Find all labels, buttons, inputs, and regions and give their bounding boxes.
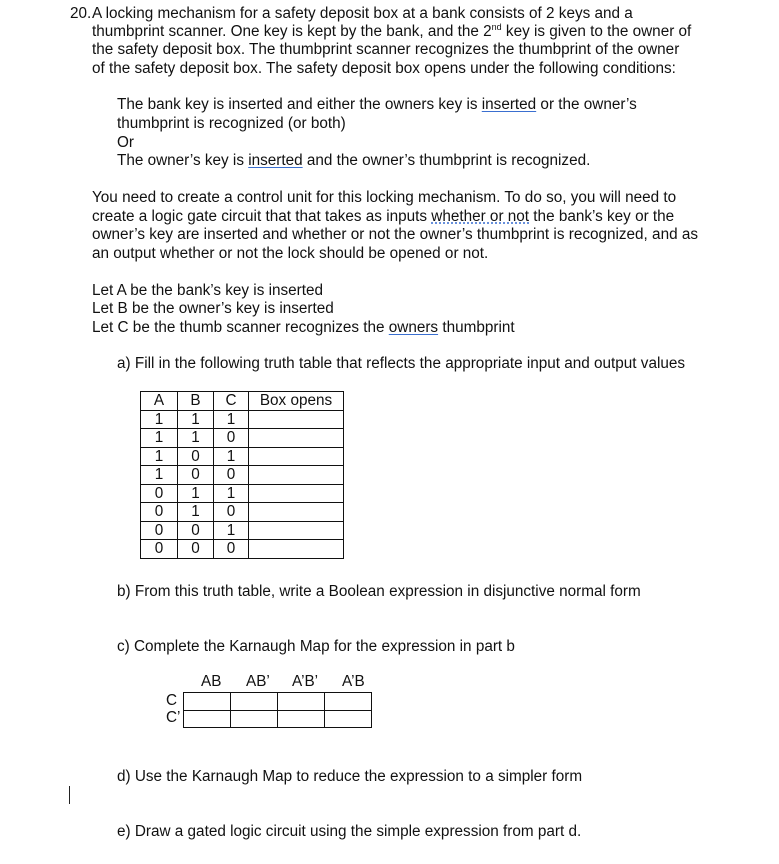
header-c: C (214, 392, 249, 411)
input-cell: 1 (178, 503, 214, 522)
let-b: Let B be the owner’s key is inserted (92, 300, 334, 317)
truth-table (140, 391, 344, 559)
task-line: owner’s key are inserted and whether or not the owner’s thumbprint is recognized, and as (92, 226, 698, 243)
text: key is given to the owner of (501, 23, 692, 40)
box-opens-cell[interactable] (249, 429, 344, 448)
superscript: nd (491, 21, 502, 32)
kmap-col-ab-prime: AB’ (246, 673, 270, 690)
input-cell: 0 (214, 429, 249, 448)
table-row (141, 466, 344, 485)
let-a: Let A be the bank’s key is inserted (92, 282, 324, 299)
input-cell: 1 (214, 447, 249, 466)
box-opens-cell[interactable] (249, 410, 344, 429)
task-line: an output whether or not the lock should be opened or not. (92, 245, 489, 262)
header-box-opens: Box opens (249, 392, 344, 411)
part-c: c) Complete the Karnaugh Map for the expression in part b (117, 638, 515, 655)
kmap-cell[interactable] (231, 693, 278, 711)
condition-line (117, 152, 590, 170)
condition-or: Or (117, 134, 134, 151)
kmap-row (184, 710, 372, 728)
input-cell: 0 (141, 540, 178, 559)
kmap-cell[interactable] (278, 693, 325, 711)
box-opens-cell[interactable] (249, 540, 344, 559)
kmap-col-ab: AB (201, 673, 222, 690)
input-cell: 1 (141, 429, 178, 448)
kmap-row-c-prime: C’ (166, 709, 181, 726)
text: the bank’s key or the (529, 208, 675, 225)
part-e: e) Draw a gated logic circuit using the simple expression from part d. (117, 823, 582, 840)
input-cell: 1 (178, 484, 214, 503)
box-opens-cell[interactable] (249, 503, 344, 522)
condition-line: thumbprint is recognized (or both) (117, 115, 346, 132)
input-cell: 0 (178, 466, 214, 485)
input-cell: 0 (178, 447, 214, 466)
kmap-col-a-prime-b-prime: A’B’ (292, 673, 319, 690)
input-cell: 0 (141, 484, 178, 503)
kmap-cell[interactable] (325, 693, 372, 711)
input-cell: 1 (214, 521, 249, 540)
table-row (141, 447, 344, 466)
let-c (92, 319, 515, 337)
text: Let C be the thumb scanner recognizes the (92, 319, 389, 336)
table-row (141, 410, 344, 429)
condition-line (117, 96, 637, 114)
kmap-row-c: C (166, 692, 178, 709)
input-cell: 0 (141, 503, 178, 522)
part-b: b) From this truth table, write a Boolean expression in disjunctive normal form (117, 583, 641, 600)
kmap-cell[interactable] (184, 710, 231, 728)
table-row (141, 540, 344, 559)
spellcheck-word: inserted (248, 152, 303, 169)
input-cell: 1 (141, 447, 178, 466)
kmap-cell[interactable] (231, 710, 278, 728)
task-line: You need to create a control unit for this locking mechanism. To do so, you will need to (92, 189, 677, 206)
text-cursor (69, 786, 70, 804)
kmap-cell[interactable] (184, 693, 231, 711)
input-cell: 0 (214, 540, 249, 559)
input-cell: 0 (178, 521, 214, 540)
box-opens-cell[interactable] (249, 521, 344, 540)
table-row (141, 521, 344, 540)
text: or the owner’s (536, 96, 637, 113)
text: and the owner’s thumbprint is recognized. (302, 152, 591, 169)
box-opens-cell[interactable] (249, 484, 344, 503)
question-number: 20. (70, 5, 92, 22)
box-opens-cell[interactable] (249, 466, 344, 485)
input-cell: 1 (141, 466, 178, 485)
table-row (141, 484, 344, 503)
input-cell: 1 (214, 410, 249, 429)
intro-line: the safety deposit box. The thumbprint scanner recognizes the thumbprint of the owner (92, 41, 680, 58)
table-row (141, 503, 344, 522)
input-cell: 0 (214, 503, 249, 522)
kmap-row (184, 693, 372, 711)
header-b: B (178, 392, 214, 411)
part-d: d) Use the Karnaugh Map to reduce the expression to a simpler form (117, 768, 583, 785)
text: The owner’s key is (117, 152, 249, 169)
spellcheck-word: inserted (481, 96, 537, 113)
input-cell: 1 (214, 484, 249, 503)
box-opens-cell[interactable] (249, 447, 344, 466)
input-cell: 0 (141, 521, 178, 540)
input-cell: 0 (214, 466, 249, 485)
grammar-check-phrase: whether or not (431, 208, 530, 225)
spellcheck-word: owners (388, 319, 439, 336)
input-cell: 1 (178, 410, 214, 429)
text: create a logic gate circuit that that takes as inputs (92, 208, 432, 225)
table-row (141, 429, 344, 448)
header-a: A (141, 392, 178, 411)
text: thumbprint (438, 319, 515, 336)
task-line (92, 208, 674, 226)
input-cell: 1 (178, 429, 214, 448)
input-cell: 0 (178, 540, 214, 559)
kmap-cell[interactable] (325, 710, 372, 728)
intro-line (92, 23, 691, 41)
intro-line: A locking mechanism for a safety deposit box at a bank consists of 2 keys and a (92, 5, 633, 22)
text: thumbprint scanner. One key is kept by the bank, and the 2 (92, 23, 492, 40)
input-cell: 1 (141, 410, 178, 429)
text: The bank key is inserted and either the owners key is (117, 96, 482, 113)
intro-line: of the safety deposit box. The safety deposit box opens under the following conditions: (92, 60, 676, 77)
kmap-cell[interactable] (278, 710, 325, 728)
part-a: a) Fill in the following truth table that reflects the appropriate input and output values (117, 355, 686, 372)
karnaugh-map (183, 692, 372, 728)
table-header-row (141, 392, 344, 411)
kmap-col-a-prime-b: A’B (342, 673, 365, 690)
